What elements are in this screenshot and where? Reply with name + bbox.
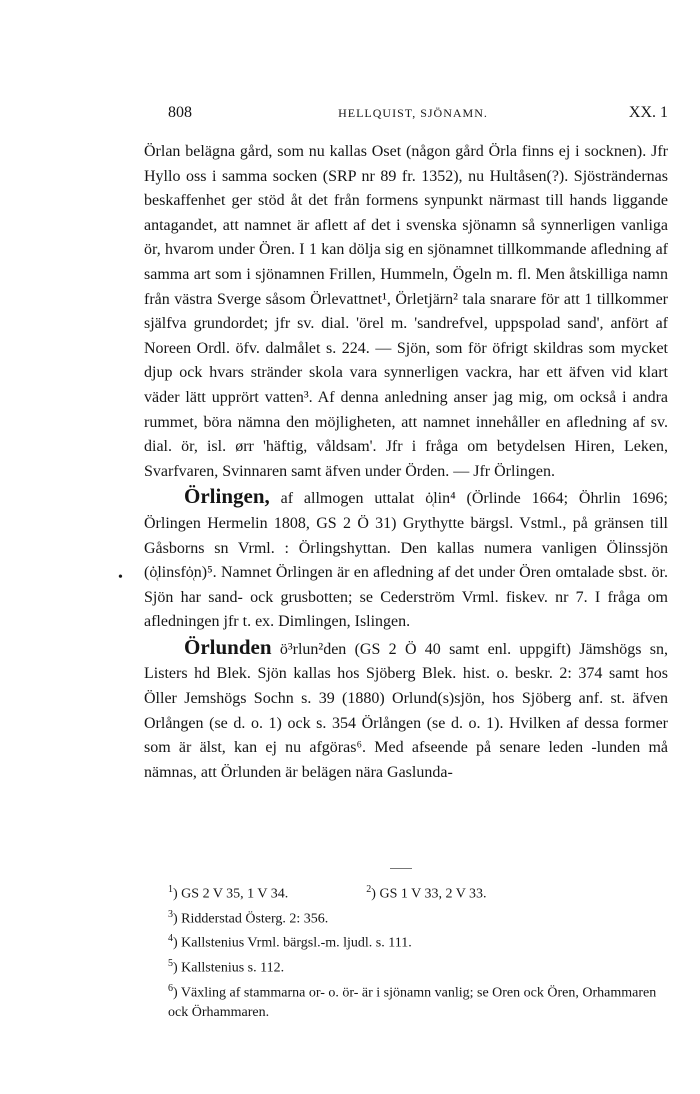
footnote-mark: 6: [168, 982, 173, 994]
paragraph-orlan-continued: [144, 140, 668, 484]
footnote-text: Kallstenius s. 112.: [181, 960, 285, 976]
footnote-text: Växling af stammarna or- o. ör- är i sjönamn vanlig; se Oren ock Ören, Orhammaren ock Örhammaren.: [168, 985, 657, 1021]
section-number: XX. 1: [628, 104, 668, 121]
entry-orlunden: [144, 635, 668, 786]
headword: Örlunden: [184, 634, 272, 659]
footnote: $^4$) Kallstenius Vrml. bärgsl.-m. ljudl. s. 111.: [168, 933, 412, 951]
footnote-text: Kallstenius Vrml. bärgsl.-m. ljudl. s. 111.: [181, 935, 412, 951]
footnote: $^1$) GS 2 V 35, 1 V 34. $^2$) GS 1 V 33, 2 V 33.: [168, 884, 487, 902]
page-number: 808: [168, 104, 192, 121]
footnote-text: GS 1 V 33, 2 V 33.: [379, 886, 487, 902]
footnotes: [168, 880, 668, 1023]
entry-text: ö³rlun²den (GS 2 Ö 40 samt enl. uppgift) Jämshögs sn, Listers hd Blek. Sjön kallas hos Sjöberg Blek. hist. o. beskr. 2: 374 samt hos Öller Jemshögs Sochn s. 39 (1880) Orlund(s)sjön, hos Sjöberg anf. st. äfven Orlången (se d. o. 1) ock s. 354 Örlången (se d. o. 1). Hvilken af dessa former som är älst, kan ej nu afgöras⁶. Med afseende på senare leden -lunden må nämnas, att Örlunden är belägen nära Gaslunda-: [144, 640, 668, 781]
entry-text: af allmogen uttalat ȯ̜lin⁴ (Örlinde 1664; Öhrlin 1696; Örlingen Hermelin 1808, GS 2 Ö 31) Grythytte bärgsl. Vstml., på gränsen till Gåsborns sn Vrml. : Örlingshyttan. Den kallas numera vanligen Ölinssjön (ȯ̜linsfȯ̜n)⁵. Namnet Örlingen är en afledning af det under Ören omtalade sbst. ör. Sjön har sand- ock grusbotten; se Cederström Vrml. fiskev. nr 7. I fråga om afledningen jfr t. ex. Dimlingen, Islingen.: [144, 490, 668, 631]
paragraph-text: Örlan belägna gård, som nu kallas Oset (någon gård Örla finns ej i socknen). Jfr Hyllo oss i samma socken (SRP nr 89 fr. 1352), nu Hultåsen(?). Sjösträndernas beskaffenhet ger stöd åt det från formens synpunkt närmast till hands liggande antagandet, att namnet är aflett af det i svenska sjönamn så synnerligen vanliga ör, hvarom under Ören. I 1 kan dölja sig en sjönamnet tillkommande afledning af samma art som i sjönamnen Frillen, Hummeln, Ögeln m. fl. Men åtskilliga namn från västra Sverge såsom Örlevattnet¹, Örletjärn² tala snarare för att 1 tillkommer själfva grundordet; jfr sv. dial. 'örel m. 'sandrefvel, uppspolad sand', anfört af Noreen Ordl. öfv. dalmålet s. 224. — Sjön, som för öfrigt skildras som mycket djup ock hvars stränder skola vara synnerligen vackra, har ett äfven vid klart väder lätt upprört vatten³. Af denna anledning anser jag mig, om också i andra rummet, böra nämna den möjligheten, att namnet innehåller en afledning af sv. dial. ör, isl. ørr 'häftig, våldsam'. Jfr i fråga om betydelsen Hiren, Leken, Svarfvaren, Svinnaren samt äfven under Örden. — Jfr Örlingen.: [144, 143, 668, 480]
page-header: [158, 104, 668, 126]
headword: Örlingen,: [184, 484, 270, 509]
main-text: [144, 140, 668, 785]
footnote-mark: 2: [366, 884, 372, 895]
running-title: HELLQUIST, SJÖNAMN.: [338, 106, 488, 120]
marginal-mark: •: [118, 570, 123, 585]
footnote: $^6$) Växling af stammarna or- o. ör- är i sjönamn vanlig; se Oren ock Ören, Orhammaren ock Örhammaren.: [168, 982, 657, 1021]
footnote-mark: 5: [168, 957, 173, 969]
entry-orlingen: [144, 484, 668, 635]
footnote-mark: 3: [168, 908, 173, 920]
footnote: $^3$) Ridderstad Österg. 2: 356.: [168, 908, 329, 927]
footnote-text: GS 2 V 35, 1 V 34.: [181, 886, 289, 902]
footnote-text: Ridderstad Österg. 2: 356.: [181, 911, 329, 927]
footnote-rule: [390, 868, 412, 869]
footnote-mark: 4: [168, 933, 173, 945]
footnote: $^5$) Kallstenius s. 112.: [168, 957, 285, 976]
footnote-mark: 1: [168, 884, 173, 895]
